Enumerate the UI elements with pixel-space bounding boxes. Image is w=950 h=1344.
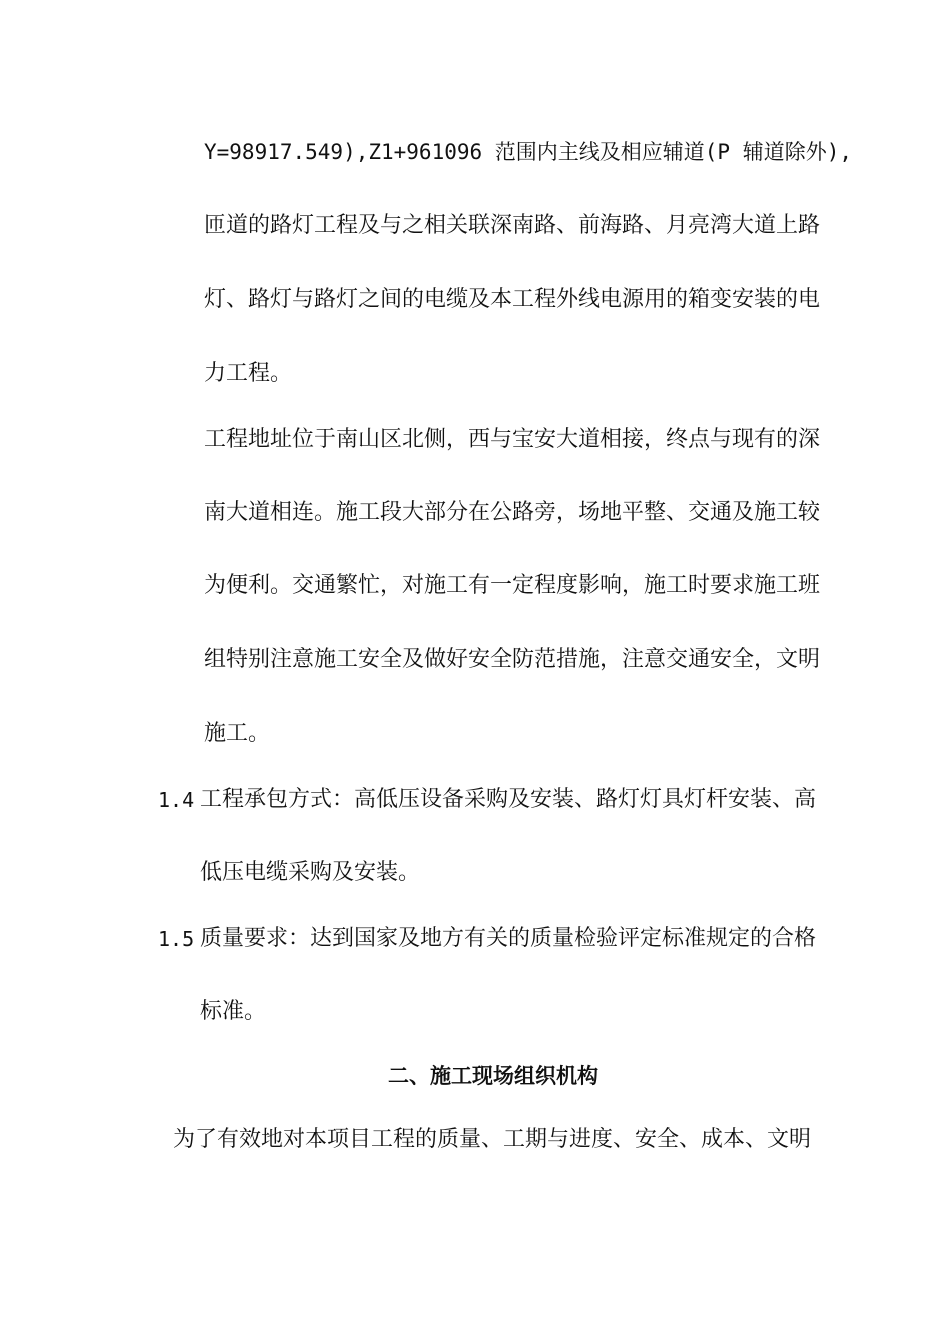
scope-line-2: 匝道的路灯工程及与之相关联深南路、前海路、月亮湾大道上路 xyxy=(204,213,821,238)
site-line-1: 工程地址位于南山区北侧，西与宝安大道相接，终点与现有的深 xyxy=(204,427,821,452)
item-number-1-5: 1.5 xyxy=(158,927,195,951)
contract-method-line-2: 低压电缆采购及安装。 xyxy=(200,860,421,885)
scope-line-4: 力工程。 xyxy=(204,361,293,386)
section-heading: 二、施工现场组织机构 xyxy=(388,1064,598,1088)
contract-method-line-1: 工程承包方式：高低压设备采购及安装、路灯灯具灯杆安装、高 xyxy=(200,787,817,812)
site-line-3: 为便利。交通繁忙，对施工有一定程度影响，施工时要求施工班 xyxy=(204,573,821,598)
site-line-5: 施工。 xyxy=(204,721,271,746)
scope-line-3: 灯、路灯与路灯之间的电缆及本工程外线电源用的箱变安装的电 xyxy=(204,287,821,312)
site-line-4: 组特别注意施工安全及做好安全防范措施，注意交通安全，文明 xyxy=(204,647,821,672)
scope-line-1: Y=98917.549),Z1+961096 范围内主线及相应辅道(P 辅道除外), xyxy=(204,140,853,164)
section-intro-line: 为了有效地对本项目工程的质量、工期与进度、安全、成本、文明 xyxy=(173,1127,812,1152)
item-number-1-4: 1.4 xyxy=(158,788,195,812)
quality-requirement-line-1: 质量要求：达到国家及地方有关的质量检验评定标准规定的合格 xyxy=(200,926,817,951)
quality-requirement-line-2: 标准。 xyxy=(200,999,267,1024)
site-line-2: 南大道相连。施工段大部分在公路旁，场地平整、交通及施工较 xyxy=(204,500,821,525)
